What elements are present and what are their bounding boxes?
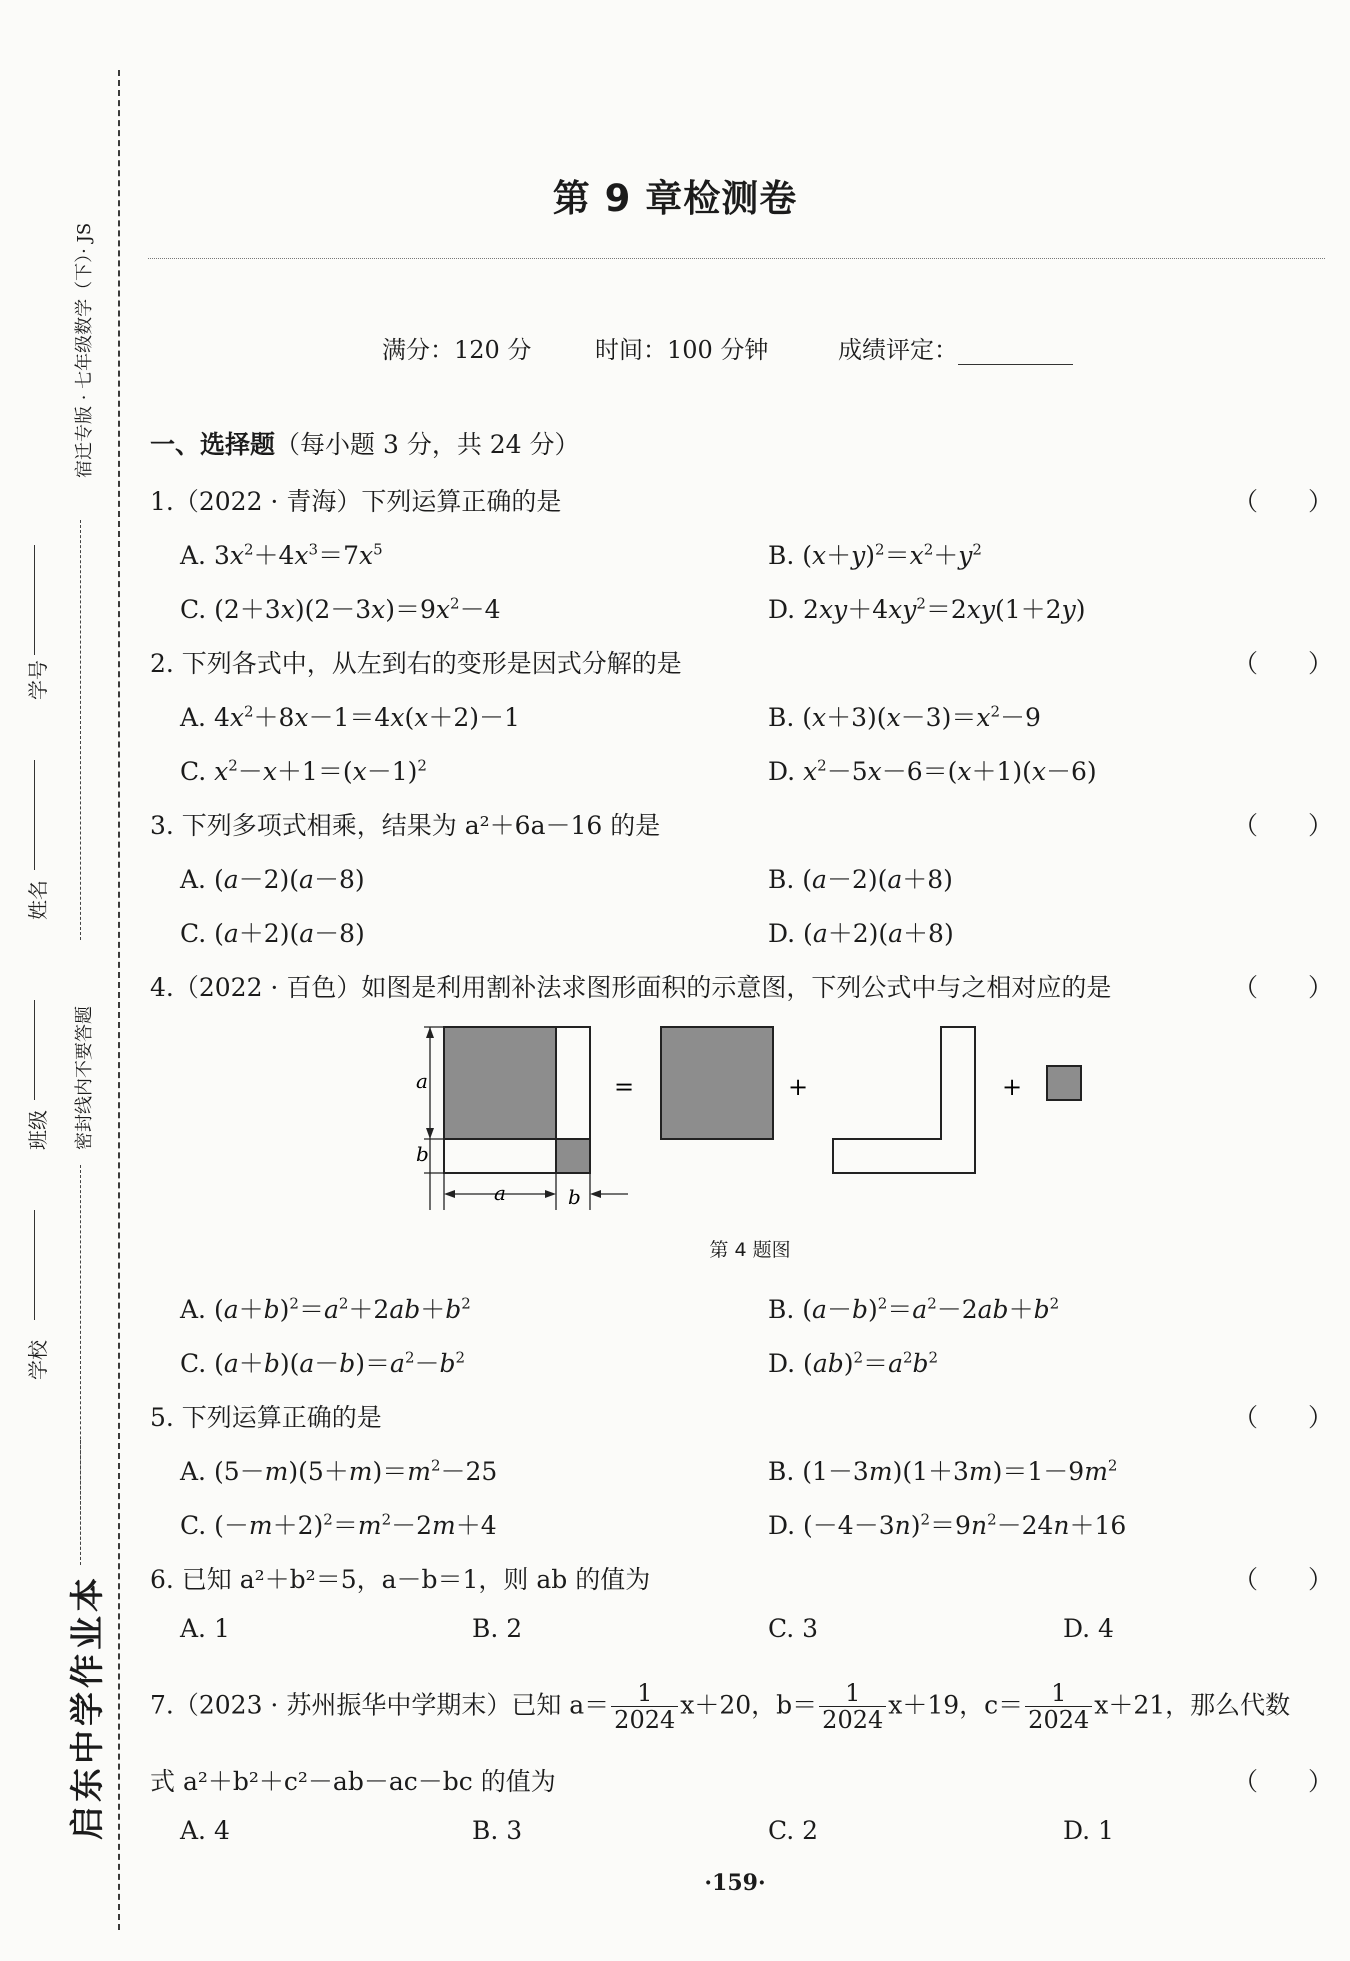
q2-option-c[interactable]: C. $x^2-x+1=(x-1)^2$ xyxy=(180,756,427,786)
fraction: $\frac{1}{2024}$ xyxy=(819,1680,886,1734)
q1-option-c[interactable]: C. $(2+3x)(2-3x)=9x^2-4$ xyxy=(180,594,501,624)
page-title: 第 9 章检测卷 xyxy=(552,177,798,220)
answer-paren-1[interactable]: （ ） xyxy=(1233,487,1334,516)
full-score: 满分：120 分 xyxy=(382,336,532,364)
book-name: 启东中学作业本 xyxy=(68,1574,108,1840)
answer-paren-6[interactable]: （ ） xyxy=(1233,1565,1334,1594)
q2-option-b[interactable]: B. $(x+3)(x-3)=x^2-9$ xyxy=(768,702,1041,732)
q1-option-a[interactable]: A. $3x^2+4x^3=7x^5$ xyxy=(180,540,383,570)
l-shape xyxy=(833,1027,975,1173)
question-2-stem: 2. 下列各式中，从左到右的变形是因式分解的是 xyxy=(150,649,682,678)
q7-option-a[interactable]: A. 4 xyxy=(180,1816,230,1845)
name-field[interactable] xyxy=(34,760,35,870)
figure-caption: 第 4 题图 xyxy=(709,1239,791,1261)
answer-paren-3[interactable]: （ ） xyxy=(1233,811,1334,840)
q6-option-b[interactable]: B. 2 xyxy=(472,1614,523,1643)
plus-sign-2: + xyxy=(1002,1073,1023,1101)
q3-option-b[interactable]: B. (a－2)(a＋8) xyxy=(768,865,953,894)
equals-sign: = xyxy=(614,1073,635,1101)
bottom-strip xyxy=(444,1139,556,1173)
q4-option-b[interactable]: B. $(a-b)^2=a^2-2ab+b^2$ xyxy=(768,1294,1060,1324)
label-a-vertical: a xyxy=(416,1069,428,1093)
q3-option-a[interactable]: A. (a－2)(a－8) xyxy=(180,865,365,894)
answer-paren-4[interactable]: （ ） xyxy=(1233,973,1334,1002)
section-heading: 一、选择题（每小题 3 分，共 24 分） xyxy=(150,430,580,459)
binding-dashed-line xyxy=(118,70,120,1930)
q1-option-b[interactable]: B. $(x+y)^2=x^2+y^2$ xyxy=(768,540,982,570)
q3-option-d[interactable]: D. (a＋2)(a＋8) xyxy=(768,919,954,948)
series-label: 宿迁专版 · 七年级数学（下）· JS xyxy=(74,222,95,478)
class-label: 班级 xyxy=(26,1110,50,1150)
question-4-stem: 4.（2022 · 百色）如图是利用割补法求图形面积的示意图，下列公式中与之相对应的是 xyxy=(150,973,1112,1002)
q7-option-c[interactable]: C. 2 xyxy=(768,1816,819,1845)
student-id-label: 学号 xyxy=(26,660,50,700)
label-b-vertical: b xyxy=(416,1142,429,1166)
q1-option-d[interactable]: D. $2xy+4xy^2=2xy(1+2y)$ xyxy=(768,594,1086,624)
question-6-stem: 6. 已知 a²＋b²＝5，a－b＝1，则 ab 的值为 xyxy=(150,1565,651,1594)
q4-option-d[interactable]: D. $(ab)^2=a^2b^2$ xyxy=(768,1348,939,1378)
name-label: 姓名 xyxy=(26,880,50,920)
answer-paren-7[interactable]: （ ） xyxy=(1233,1767,1334,1796)
fraction: $\frac{1}{2024}$ xyxy=(1025,1680,1092,1734)
q7-option-d[interactable]: D. 1 xyxy=(1063,1816,1114,1845)
school-label: 学校 xyxy=(26,1340,50,1380)
label-a-horizontal: a xyxy=(494,1181,506,1205)
q5-option-c[interactable]: C. $(-m+2)^2=m^2-2m+4$ xyxy=(180,1510,497,1540)
school-field[interactable] xyxy=(34,1210,35,1320)
question-3-stem: 3. 下列多项式相乘，结果为 a²＋6a－16 的是 xyxy=(150,811,661,840)
plus-sign-1: + xyxy=(788,1073,809,1101)
q2-option-d[interactable]: D. $x^2-5x-6=(x+1)(x-6)$ xyxy=(768,756,1097,786)
q6-option-c[interactable]: C. 3 xyxy=(768,1614,819,1643)
answer-paren-5[interactable]: （ ） xyxy=(1233,1403,1334,1432)
q4-option-c[interactable]: C. $(a+b)(a-b)=a^2-b^2$ xyxy=(180,1348,466,1378)
small-square-b xyxy=(556,1139,590,1173)
question-7-stem: 7.（2023 · 苏州振华中学期末）已知 a＝ $\frac{1}{2024}$ x＋20，b＝ $\frac{1}{2024}$ x＋19，c＝ $\frac{1}{2024}$ x＋21，那么代数 xyxy=(150,1679,1291,1735)
question-7-stem-line2: 式 a²＋b²＋c²－ab－ac－bc 的值为 xyxy=(150,1767,556,1796)
student-id-field[interactable] xyxy=(34,545,35,655)
grade-blank[interactable] xyxy=(958,340,1073,365)
question-5-stem: 5. 下列运算正确的是 xyxy=(150,1403,382,1432)
page-number: ·159· xyxy=(704,1870,766,1896)
q2-option-a[interactable]: A. $4x^2+8x-1=4x(x+2)-1$ xyxy=(180,702,520,732)
title-divider xyxy=(148,258,1325,259)
fraction: $\frac{1}{2024}$ xyxy=(611,1680,678,1734)
large-square-a xyxy=(444,1027,556,1139)
question-1-stem: 1.（2022 · 青海）下列运算正确的是 xyxy=(150,487,562,516)
q6-option-d[interactable]: D. 4 xyxy=(1063,1614,1114,1643)
result-square-b xyxy=(1047,1066,1081,1100)
q3-option-c[interactable]: C. (a＋2)(a－8) xyxy=(180,919,365,948)
q5-option-b[interactable]: B. $(1-3m)(1+3m)=1-9m^2$ xyxy=(768,1456,1118,1486)
q7-option-b[interactable]: B. 3 xyxy=(472,1816,523,1845)
grade-field: 成绩评定： xyxy=(838,330,1073,365)
class-field[interactable] xyxy=(34,1000,35,1100)
answer-paren-2[interactable]: （ ） xyxy=(1233,649,1334,678)
question-4-figure xyxy=(400,1010,1120,1220)
result-square-a xyxy=(661,1027,773,1139)
seal-note: 密封线内不要答题 xyxy=(74,1006,95,1150)
q6-option-a[interactable]: A. 1 xyxy=(180,1614,230,1643)
q5-option-d[interactable]: D. $(-4-3n)^2=9n^2-24n+16$ xyxy=(768,1510,1127,1540)
right-strip xyxy=(556,1027,590,1139)
time-limit: 时间：100 分钟 xyxy=(595,336,769,364)
q4-option-a[interactable]: A. $(a+b)^2=a^2+2ab+b^2$ xyxy=(180,1294,471,1324)
q5-option-a[interactable]: A. $(5-m)(5+m)=m^2-25$ xyxy=(180,1456,498,1486)
label-b-horizontal: b xyxy=(568,1185,581,1209)
